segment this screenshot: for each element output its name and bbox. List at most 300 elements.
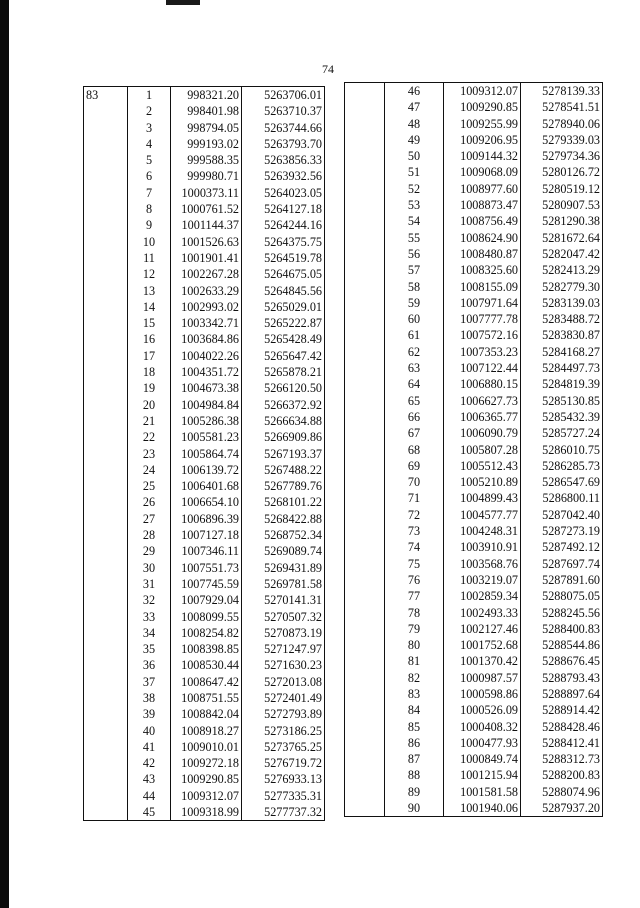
table-row bbox=[345, 99, 603, 115]
x-coordinate-cell: 1004248.31 bbox=[444, 523, 521, 539]
point-number-cell: 81 bbox=[385, 653, 444, 669]
y-coordinate-cell: 5277737.32 bbox=[242, 804, 325, 821]
group-cell bbox=[345, 670, 385, 686]
group-cell bbox=[84, 185, 128, 201]
group-cell bbox=[345, 539, 385, 555]
x-coordinate-cell: 1009144.32 bbox=[444, 148, 521, 164]
point-number-cell: 76 bbox=[385, 572, 444, 588]
x-coordinate-cell: 1001752.68 bbox=[444, 637, 521, 653]
point-number-cell: 67 bbox=[385, 425, 444, 441]
y-coordinate-cell: 5280907.53 bbox=[521, 197, 603, 213]
table-row bbox=[345, 800, 603, 817]
x-coordinate-cell: 1009010.01 bbox=[171, 739, 242, 755]
point-number-cell: 6 bbox=[128, 168, 171, 184]
point-number-cell: 36 bbox=[128, 657, 171, 673]
group-cell bbox=[84, 560, 128, 576]
group-cell bbox=[84, 168, 128, 184]
table-row bbox=[345, 719, 603, 735]
x-coordinate-cell: 1005286.38 bbox=[171, 413, 242, 429]
table-row bbox=[84, 266, 325, 282]
x-coordinate-cell: 1001215.94 bbox=[444, 767, 521, 783]
point-number-cell: 37 bbox=[128, 674, 171, 690]
y-coordinate-cell: 5264023.05 bbox=[242, 185, 325, 201]
group-cell bbox=[345, 702, 385, 718]
table-row bbox=[84, 576, 325, 592]
x-coordinate-cell: 1006880.15 bbox=[444, 376, 521, 392]
y-coordinate-cell: 5269781.58 bbox=[242, 576, 325, 592]
group-cell bbox=[345, 605, 385, 621]
table-row bbox=[84, 690, 325, 706]
y-coordinate-cell: 5273765.25 bbox=[242, 739, 325, 755]
y-coordinate-cell: 5268422.88 bbox=[242, 511, 325, 527]
table-row bbox=[345, 425, 603, 441]
x-coordinate-cell: 1005807.28 bbox=[444, 442, 521, 458]
group-cell bbox=[84, 641, 128, 657]
y-coordinate-cell: 5288412.41 bbox=[521, 735, 603, 751]
x-coordinate-cell: 1008155.09 bbox=[444, 279, 521, 295]
y-coordinate-cell: 5277335.31 bbox=[242, 788, 325, 804]
group-cell bbox=[345, 572, 385, 588]
table-row bbox=[84, 462, 325, 478]
group-cell bbox=[84, 152, 128, 168]
point-number-cell: 44 bbox=[128, 788, 171, 804]
point-number-cell: 18 bbox=[128, 364, 171, 380]
group-cell bbox=[345, 507, 385, 523]
y-coordinate-cell: 5288428.46 bbox=[521, 719, 603, 735]
table-row bbox=[84, 543, 325, 559]
x-coordinate-cell: 1000477.93 bbox=[444, 735, 521, 751]
table-row bbox=[345, 605, 603, 621]
x-coordinate-cell: 1009290.85 bbox=[444, 99, 521, 115]
group-cell bbox=[345, 327, 385, 343]
table-row bbox=[84, 250, 325, 266]
table-row bbox=[345, 474, 603, 490]
x-coordinate-cell: 1006896.39 bbox=[171, 511, 242, 527]
point-number-cell: 38 bbox=[128, 690, 171, 706]
table-row bbox=[84, 478, 325, 494]
y-coordinate-cell: 5285130.85 bbox=[521, 393, 603, 409]
group-cell bbox=[84, 690, 128, 706]
point-number-cell: 43 bbox=[128, 771, 171, 787]
table-row bbox=[84, 234, 325, 250]
group-cell bbox=[84, 755, 128, 771]
table-row bbox=[84, 120, 325, 136]
group-cell bbox=[345, 637, 385, 653]
group-cell bbox=[345, 393, 385, 409]
point-number-cell: 88 bbox=[385, 767, 444, 783]
group-cell bbox=[345, 197, 385, 213]
y-coordinate-cell: 5287042.40 bbox=[521, 507, 603, 523]
page-number: 74 bbox=[322, 62, 334, 76]
group-cell bbox=[84, 103, 128, 119]
y-coordinate-cell: 5287891.60 bbox=[521, 572, 603, 588]
group-cell bbox=[345, 767, 385, 783]
y-coordinate-cell: 5286010.75 bbox=[521, 442, 603, 458]
scan-left-edge bbox=[0, 0, 9, 908]
coordinates-table-left bbox=[83, 86, 325, 821]
group-cell bbox=[84, 250, 128, 266]
group-cell bbox=[84, 266, 128, 282]
table-row bbox=[84, 527, 325, 543]
group-cell bbox=[84, 234, 128, 250]
point-number-cell: 62 bbox=[385, 344, 444, 360]
point-number-cell: 87 bbox=[385, 751, 444, 767]
group-cell bbox=[84, 511, 128, 527]
x-coordinate-cell: 1009068.09 bbox=[444, 164, 521, 180]
group-cell bbox=[84, 771, 128, 787]
table-row bbox=[84, 348, 325, 364]
x-coordinate-cell: 999588.35 bbox=[171, 152, 242, 168]
table-row bbox=[84, 103, 325, 119]
y-coordinate-cell: 5278940.06 bbox=[521, 116, 603, 132]
y-coordinate-cell: 5263856.33 bbox=[242, 152, 325, 168]
x-coordinate-cell: 1001526.63 bbox=[171, 234, 242, 250]
y-coordinate-cell: 5276933.13 bbox=[242, 771, 325, 787]
group-cell bbox=[345, 523, 385, 539]
y-coordinate-cell: 5263793.70 bbox=[242, 136, 325, 152]
table-row bbox=[84, 560, 325, 576]
table-row bbox=[84, 494, 325, 510]
y-coordinate-cell: 5264127.18 bbox=[242, 201, 325, 217]
point-number-cell: 22 bbox=[128, 429, 171, 445]
y-coordinate-cell: 5263744.66 bbox=[242, 120, 325, 136]
group-cell bbox=[345, 376, 385, 392]
group-cell bbox=[84, 674, 128, 690]
point-number-cell: 71 bbox=[385, 490, 444, 506]
table-row bbox=[84, 152, 325, 168]
y-coordinate-cell: 5283139.03 bbox=[521, 295, 603, 311]
table-row bbox=[345, 393, 603, 409]
y-coordinate-cell: 5278541.51 bbox=[521, 99, 603, 115]
group-cell bbox=[84, 331, 128, 347]
point-number-cell: 54 bbox=[385, 213, 444, 229]
group-cell bbox=[84, 543, 128, 559]
point-number-cell: 30 bbox=[128, 560, 171, 576]
x-coordinate-cell: 1008977.60 bbox=[444, 181, 521, 197]
group-cell bbox=[84, 609, 128, 625]
table-row bbox=[84, 706, 325, 722]
y-coordinate-cell: 5288400.83 bbox=[521, 621, 603, 637]
group-cell bbox=[84, 723, 128, 739]
table-row bbox=[345, 164, 603, 180]
point-number-cell: 80 bbox=[385, 637, 444, 653]
x-coordinate-cell: 1005581.23 bbox=[171, 429, 242, 445]
y-coordinate-cell: 5280126.72 bbox=[521, 164, 603, 180]
table-row bbox=[345, 670, 603, 686]
x-coordinate-cell: 1006090.79 bbox=[444, 425, 521, 441]
point-number-cell: 61 bbox=[385, 327, 444, 343]
point-number-cell: 51 bbox=[385, 164, 444, 180]
table-row bbox=[345, 523, 603, 539]
point-number-cell: 34 bbox=[128, 625, 171, 641]
scan-top-mark bbox=[166, 0, 200, 5]
group-cell bbox=[84, 592, 128, 608]
table-row bbox=[84, 299, 325, 315]
table-row bbox=[84, 446, 325, 462]
table-row bbox=[345, 621, 603, 637]
table-row bbox=[345, 539, 603, 555]
x-coordinate-cell: 1003342.71 bbox=[171, 315, 242, 331]
point-number-cell: 70 bbox=[385, 474, 444, 490]
y-coordinate-cell: 5288544.86 bbox=[521, 637, 603, 653]
group-cell bbox=[84, 739, 128, 755]
group-cell bbox=[345, 311, 385, 327]
point-number-cell: 65 bbox=[385, 393, 444, 409]
x-coordinate-cell: 1004351.72 bbox=[171, 364, 242, 380]
table-row bbox=[84, 283, 325, 299]
x-coordinate-cell: 1006365.77 bbox=[444, 409, 521, 425]
table-row bbox=[84, 185, 325, 201]
point-number-cell: 21 bbox=[128, 413, 171, 429]
point-number-cell: 2 bbox=[128, 103, 171, 119]
table-row bbox=[84, 609, 325, 625]
y-coordinate-cell: 5267488.22 bbox=[242, 462, 325, 478]
group-cell bbox=[345, 751, 385, 767]
point-number-cell: 46 bbox=[385, 83, 444, 100]
point-number-cell: 84 bbox=[385, 702, 444, 718]
point-number-cell: 57 bbox=[385, 262, 444, 278]
y-coordinate-cell: 5288074.96 bbox=[521, 784, 603, 800]
x-coordinate-cell: 1007971.64 bbox=[444, 295, 521, 311]
point-number-cell: 35 bbox=[128, 641, 171, 657]
x-coordinate-cell: 1002633.29 bbox=[171, 283, 242, 299]
x-coordinate-cell: 998794.05 bbox=[171, 120, 242, 136]
point-number-cell: 73 bbox=[385, 523, 444, 539]
y-coordinate-cell: 5270873.19 bbox=[242, 625, 325, 641]
x-coordinate-cell: 1000598.86 bbox=[444, 686, 521, 702]
x-coordinate-cell: 1003910.91 bbox=[444, 539, 521, 555]
y-coordinate-cell: 5280519.12 bbox=[521, 181, 603, 197]
point-number-cell: 31 bbox=[128, 576, 171, 592]
table-row bbox=[84, 641, 325, 657]
x-coordinate-cell: 1009312.07 bbox=[444, 83, 521, 100]
y-coordinate-cell: 5285727.24 bbox=[521, 425, 603, 441]
x-coordinate-cell: 1007551.73 bbox=[171, 560, 242, 576]
point-number-cell: 45 bbox=[128, 804, 171, 821]
table-row bbox=[345, 246, 603, 262]
x-coordinate-cell: 1007346.11 bbox=[171, 543, 242, 559]
x-coordinate-cell: 1000373.11 bbox=[171, 185, 242, 201]
table-row bbox=[345, 702, 603, 718]
group-cell bbox=[84, 804, 128, 821]
y-coordinate-cell: 5288312.73 bbox=[521, 751, 603, 767]
table-row bbox=[84, 739, 325, 755]
x-coordinate-cell: 1007777.78 bbox=[444, 311, 521, 327]
y-coordinate-cell: 5272401.49 bbox=[242, 690, 325, 706]
point-number-cell: 59 bbox=[385, 295, 444, 311]
y-coordinate-cell: 5282779.30 bbox=[521, 279, 603, 295]
group-cell bbox=[345, 686, 385, 702]
group-cell bbox=[345, 246, 385, 262]
x-coordinate-cell: 1000987.57 bbox=[444, 670, 521, 686]
table-row bbox=[345, 735, 603, 751]
y-coordinate-cell: 5271247.97 bbox=[242, 641, 325, 657]
x-coordinate-cell: 1004577.77 bbox=[444, 507, 521, 523]
x-coordinate-cell: 1000761.52 bbox=[171, 201, 242, 217]
group-cell: 83 bbox=[84, 87, 128, 104]
x-coordinate-cell: 1004673.38 bbox=[171, 380, 242, 396]
x-coordinate-cell: 1001901.41 bbox=[171, 250, 242, 266]
group-cell bbox=[84, 348, 128, 364]
point-number-cell: 24 bbox=[128, 462, 171, 478]
x-coordinate-cell: 1007572.16 bbox=[444, 327, 521, 343]
table-row bbox=[345, 116, 603, 132]
x-coordinate-cell: 1008873.47 bbox=[444, 197, 521, 213]
point-number-cell: 41 bbox=[128, 739, 171, 755]
x-coordinate-cell: 1008099.55 bbox=[171, 609, 242, 625]
x-coordinate-cell: 1009272.18 bbox=[171, 755, 242, 771]
table-row bbox=[84, 331, 325, 347]
y-coordinate-cell: 5284497.73 bbox=[521, 360, 603, 376]
group-cell bbox=[345, 425, 385, 441]
x-coordinate-cell: 1008624.90 bbox=[444, 230, 521, 246]
x-coordinate-cell: 1008530.44 bbox=[171, 657, 242, 673]
x-coordinate-cell: 1001940.06 bbox=[444, 800, 521, 817]
group-cell bbox=[345, 295, 385, 311]
y-coordinate-cell: 5287697.74 bbox=[521, 556, 603, 572]
table-row bbox=[84, 592, 325, 608]
y-coordinate-cell: 5266634.88 bbox=[242, 413, 325, 429]
y-coordinate-cell: 5286285.73 bbox=[521, 458, 603, 474]
y-coordinate-cell: 5264519.78 bbox=[242, 250, 325, 266]
y-coordinate-cell: 5267193.37 bbox=[242, 446, 325, 462]
point-number-cell: 89 bbox=[385, 784, 444, 800]
point-number-cell: 82 bbox=[385, 670, 444, 686]
y-coordinate-cell: 5286547.69 bbox=[521, 474, 603, 490]
group-cell bbox=[345, 116, 385, 132]
group-cell bbox=[345, 409, 385, 425]
table-row bbox=[345, 344, 603, 360]
group-cell bbox=[84, 136, 128, 152]
x-coordinate-cell: 1007122.44 bbox=[444, 360, 521, 376]
point-number-cell: 15 bbox=[128, 315, 171, 331]
table-row bbox=[84, 136, 325, 152]
table-row bbox=[345, 213, 603, 229]
point-number-cell: 78 bbox=[385, 605, 444, 621]
group-cell bbox=[345, 735, 385, 751]
point-number-cell: 14 bbox=[128, 299, 171, 315]
x-coordinate-cell: 1007353.23 bbox=[444, 344, 521, 360]
group-cell bbox=[345, 490, 385, 506]
table-row bbox=[84, 625, 325, 641]
x-coordinate-cell: 1004022.26 bbox=[171, 348, 242, 364]
x-coordinate-cell: 1008751.55 bbox=[171, 690, 242, 706]
point-number-cell: 74 bbox=[385, 539, 444, 555]
table-row bbox=[345, 132, 603, 148]
y-coordinate-cell: 5281672.64 bbox=[521, 230, 603, 246]
y-coordinate-cell: 5288676.45 bbox=[521, 653, 603, 669]
x-coordinate-cell: 1004984.84 bbox=[171, 397, 242, 413]
point-number-cell: 52 bbox=[385, 181, 444, 197]
y-coordinate-cell: 5282047.42 bbox=[521, 246, 603, 262]
point-number-cell: 3 bbox=[128, 120, 171, 136]
group-cell bbox=[345, 556, 385, 572]
y-coordinate-cell: 5279339.03 bbox=[521, 132, 603, 148]
group-cell bbox=[84, 527, 128, 543]
group-cell bbox=[345, 458, 385, 474]
x-coordinate-cell: 1007127.18 bbox=[171, 527, 242, 543]
x-coordinate-cell: 1003219.07 bbox=[444, 572, 521, 588]
group-cell bbox=[84, 397, 128, 413]
group-cell bbox=[84, 315, 128, 331]
point-number-cell: 25 bbox=[128, 478, 171, 494]
point-number-cell: 19 bbox=[128, 380, 171, 396]
table-row bbox=[345, 409, 603, 425]
y-coordinate-cell: 5287937.20 bbox=[521, 800, 603, 817]
y-coordinate-cell: 5281290.38 bbox=[521, 213, 603, 229]
table-row bbox=[84, 429, 325, 445]
y-coordinate-cell: 5270507.32 bbox=[242, 609, 325, 625]
y-coordinate-cell: 5278139.33 bbox=[521, 83, 603, 100]
point-number-cell: 27 bbox=[128, 511, 171, 527]
table-row bbox=[84, 804, 325, 821]
y-coordinate-cell: 5268752.34 bbox=[242, 527, 325, 543]
y-coordinate-cell: 5267789.76 bbox=[242, 478, 325, 494]
group-cell bbox=[345, 621, 385, 637]
group-cell bbox=[84, 299, 128, 315]
y-coordinate-cell: 5263710.37 bbox=[242, 103, 325, 119]
y-coordinate-cell: 5283488.72 bbox=[521, 311, 603, 327]
table-row bbox=[345, 230, 603, 246]
y-coordinate-cell: 5288793.43 bbox=[521, 670, 603, 686]
y-coordinate-cell: 5287273.19 bbox=[521, 523, 603, 539]
group-cell bbox=[345, 213, 385, 229]
point-number-cell: 75 bbox=[385, 556, 444, 572]
table-row bbox=[84, 380, 325, 396]
y-coordinate-cell: 5282413.29 bbox=[521, 262, 603, 278]
x-coordinate-cell: 1002267.28 bbox=[171, 266, 242, 282]
group-cell bbox=[84, 462, 128, 478]
x-coordinate-cell: 1005512.43 bbox=[444, 458, 521, 474]
x-coordinate-cell: 1007745.59 bbox=[171, 576, 242, 592]
y-coordinate-cell: 5279734.36 bbox=[521, 148, 603, 164]
x-coordinate-cell: 1008325.60 bbox=[444, 262, 521, 278]
x-coordinate-cell: 1009312.07 bbox=[171, 788, 242, 804]
group-cell bbox=[84, 364, 128, 380]
point-number-cell: 8 bbox=[128, 201, 171, 217]
y-coordinate-cell: 5268101.22 bbox=[242, 494, 325, 510]
x-coordinate-cell: 1000408.32 bbox=[444, 719, 521, 735]
group-cell bbox=[84, 120, 128, 136]
table-row bbox=[345, 653, 603, 669]
x-coordinate-cell: 1005210.89 bbox=[444, 474, 521, 490]
y-coordinate-cell: 5270141.31 bbox=[242, 592, 325, 608]
x-coordinate-cell: 1008254.82 bbox=[171, 625, 242, 641]
table-row bbox=[345, 181, 603, 197]
point-number-cell: 47 bbox=[385, 99, 444, 115]
point-number-cell: 4 bbox=[128, 136, 171, 152]
x-coordinate-cell: 1008647.42 bbox=[171, 674, 242, 690]
y-coordinate-cell: 5283830.87 bbox=[521, 327, 603, 343]
point-number-cell: 69 bbox=[385, 458, 444, 474]
point-number-cell: 56 bbox=[385, 246, 444, 262]
point-number-cell: 72 bbox=[385, 507, 444, 523]
x-coordinate-cell: 1006139.72 bbox=[171, 462, 242, 478]
point-number-cell: 55 bbox=[385, 230, 444, 246]
x-coordinate-cell: 998401.98 bbox=[171, 103, 242, 119]
y-coordinate-cell: 5265428.49 bbox=[242, 331, 325, 347]
y-coordinate-cell: 5272793.89 bbox=[242, 706, 325, 722]
table-row bbox=[84, 413, 325, 429]
point-number-cell: 1 bbox=[128, 87, 171, 104]
table-row bbox=[345, 507, 603, 523]
table-row bbox=[345, 311, 603, 327]
y-coordinate-cell: 5269089.74 bbox=[242, 543, 325, 559]
x-coordinate-cell: 1008398.85 bbox=[171, 641, 242, 657]
group-cell bbox=[84, 788, 128, 804]
y-coordinate-cell: 5286800.11 bbox=[521, 490, 603, 506]
y-coordinate-cell: 5288245.56 bbox=[521, 605, 603, 621]
